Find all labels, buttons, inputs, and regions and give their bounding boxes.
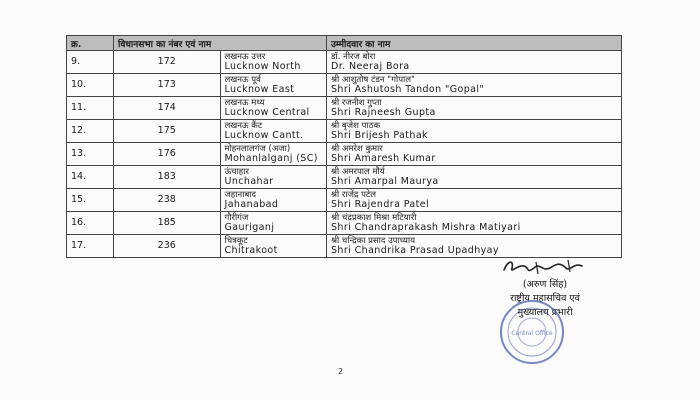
cell-constituency-number: 175 <box>114 120 221 143</box>
cell-candidate-name <box>327 212 622 235</box>
cell-constituency-name <box>220 143 327 166</box>
cell-constituency-name <box>220 235 327 258</box>
cell-candidate-name <box>327 51 622 74</box>
cell-constituency-number: 173 <box>114 74 221 97</box>
table-row <box>67 212 622 235</box>
table-row <box>67 120 622 143</box>
table-row <box>67 51 622 74</box>
cell-candidate-name <box>327 120 622 143</box>
table-row <box>67 189 622 212</box>
cell-candidate-name <box>327 143 622 166</box>
cell-constituency-number: 238 <box>114 189 221 212</box>
constituency-name-english: Mohanlalganj (SC) <box>224 153 318 164</box>
stamp-text: Central Office <box>511 330 553 337</box>
constituency-name-english: Lucknow North <box>224 61 301 72</box>
header-constituency: विधानसभा का नंबर एवं नाम <box>114 36 327 51</box>
cell-constituency-name <box>220 51 327 74</box>
constituency-name-hindi: चित्रकूट <box>224 236 248 246</box>
constituency-name-hindi: जहानाबाद <box>224 190 257 200</box>
cell-candidate-name <box>327 74 622 97</box>
constituency-name-english: Lucknow East <box>224 84 295 95</box>
cell-serial: 12. <box>67 120 114 143</box>
cell-serial: 14. <box>67 166 114 189</box>
cell-candidate-name <box>327 97 622 120</box>
cell-constituency-number: 236 <box>114 235 221 258</box>
cell-constituency-name <box>220 212 327 235</box>
table-body <box>67 51 622 258</box>
candidate-name-english: Shri Rajneesh Gupta <box>331 107 436 118</box>
candidate-name-hindi: श्री अमरपाल मौर्य <box>331 167 385 177</box>
header-sn: क्र. <box>67 36 114 51</box>
candidate-name-hindi: श्री राजेंद्र पटेल <box>331 190 376 200</box>
signatory-title-line2: मुख्यालय प्रभारी <box>517 307 573 318</box>
cell-constituency-number: 174 <box>114 97 221 120</box>
table-row <box>67 235 622 258</box>
candidate-name-hindi: श्री रजनीश गुप्ता <box>331 98 382 108</box>
candidate-name-hindi: डॉ. नीरज बोरा <box>331 52 376 62</box>
candidate-name-english: Dr. Neeraj Bora <box>331 61 410 72</box>
cell-serial: 17. <box>67 235 114 258</box>
header-candidate: उम्मीदवार का नाम <box>327 36 622 51</box>
constituency-name-english: Chitrakoot <box>224 245 278 256</box>
constituency-name-english: Lucknow Cantt. <box>224 130 304 141</box>
page-number: 2 <box>338 367 344 376</box>
candidate-name-hindi: श्री अमरेश कुमार <box>331 144 383 154</box>
constituency-name-english: Jahanabad <box>224 199 279 210</box>
cell-constituency-name <box>220 74 327 97</box>
cell-serial: 11. <box>67 97 114 120</box>
candidate-table <box>66 35 622 258</box>
signatory-title-line1: राष्ट्रीय महासचिव एवं <box>510 293 580 304</box>
cell-constituency-name <box>220 97 327 120</box>
cell-constituency-number: 172 <box>114 51 221 74</box>
candidate-name-english: Shri Chandraprakash Mishra Matiyari <box>331 222 521 233</box>
constituency-name-english: Unchahar <box>224 176 274 187</box>
cell-candidate-name <box>327 166 622 189</box>
constituency-name-english: Lucknow Central <box>224 107 310 118</box>
cell-serial: 13. <box>67 143 114 166</box>
constituency-name-hindi: गौरीगंज <box>224 213 249 223</box>
cell-candidate-name <box>327 235 622 258</box>
table-row <box>67 166 622 189</box>
constituency-name-hindi: ऊंचाहार <box>224 167 249 177</box>
table-header-row <box>67 36 622 51</box>
signed-name: (अरुण सिंह) <box>522 279 568 290</box>
candidate-name-hindi: श्री बृजेश पाठक <box>331 121 381 131</box>
constituency-name-hindi: लखनऊ पूर्व <box>224 75 261 85</box>
constituency-name-hindi: मोहनलालगंज (अजा) <box>224 144 291 154</box>
cell-constituency-number: 176 <box>114 143 221 166</box>
table-row <box>67 97 622 120</box>
constituency-name-english: Gauriganj <box>224 222 275 233</box>
table-row <box>67 74 622 97</box>
cell-constituency-name <box>220 120 327 143</box>
cell-serial: 9. <box>67 51 114 74</box>
cell-constituency-name <box>220 166 327 189</box>
constituency-name-hindi: लखनऊ उत्तर <box>224 52 266 62</box>
candidate-name-english: Shri Amarpal Maurya <box>331 176 439 187</box>
constituency-name-hindi: लखनऊ कैंट <box>224 121 263 131</box>
cell-candidate-name <box>327 189 622 212</box>
candidate-name-hindi: श्री चन्द्रिका प्रसाद उपाध्याय <box>331 236 416 246</box>
candidate-name-english: Shri Chandrika Prasad Upadhyay <box>331 245 499 256</box>
constituency-name-hindi: लखनऊ मध्य <box>224 98 265 108</box>
cell-constituency-number: 185 <box>114 212 221 235</box>
table-row <box>67 143 622 166</box>
candidate-name-english: Shri Amaresh Kumar <box>331 153 436 164</box>
cell-serial: 15. <box>67 189 114 212</box>
cell-serial: 10. <box>67 74 114 97</box>
office-stamp-icon <box>498 298 566 366</box>
candidate-name-english: Shri Rajendra Patel <box>331 199 430 210</box>
candidate-name-english: Shri Ashutosh Tandon "Gopal" <box>331 84 485 95</box>
candidate-name-hindi: श्री चंद्रप्रकाश मिश्रा मटियारी <box>331 213 417 223</box>
candidate-name-hindi: श्री आशुतोष टंडन "गोपाल" <box>331 75 415 85</box>
cell-constituency-number: 183 <box>114 166 221 189</box>
candidate-name-english: Shri Brijesh Pathak <box>331 130 428 141</box>
cell-constituency-name <box>220 189 327 212</box>
cell-serial: 16. <box>67 212 114 235</box>
signature-icon <box>470 256 620 278</box>
